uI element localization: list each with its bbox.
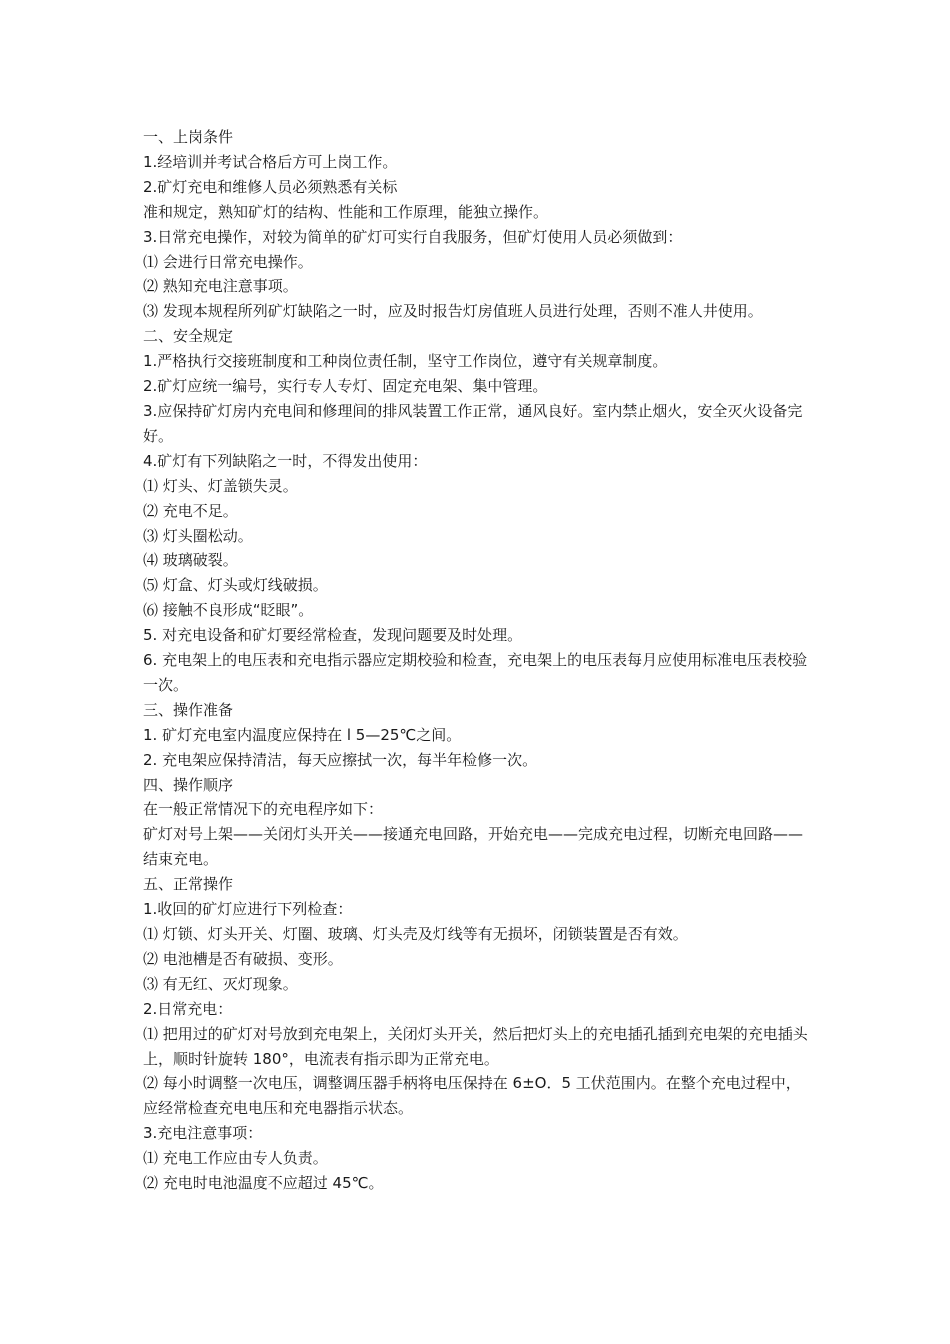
paragraph: 3.应保持矿灯房内充电间和修理间的排风装置工作正常，通风良好。室内禁止烟火，安全灭火设备完好。: [143, 401, 803, 445]
paragraph: 5. 对充电设备和矿灯要经常检查，发现问题要及时处理。: [143, 626, 523, 645]
section-heading: 三、操作准备: [143, 700, 234, 719]
paragraph: 3.日常充电操作，对较为简单的矿灯可实行自我服务，但矿灯使用人员必须做到：: [143, 227, 683, 246]
list-item: ⑶ 有无红、灭灯现象。: [143, 974, 298, 993]
paragraph: 3.充电注意事项：: [143, 1124, 263, 1143]
list-item: ⑵ 电池槽是否有破损、变形。: [143, 949, 343, 968]
paragraph: 1.严格执行交接班制度和工种岗位责任制，坚守工作岗位，遵守有关规章制度。: [143, 352, 668, 371]
paragraph: 2. 充电架应保持清洁，每天应擦拭一次，每半年检修一次。: [143, 750, 538, 769]
list-item: ⑴ 充电工作应由专人负责。: [143, 1149, 328, 1168]
list-item: ⑶ 灯头圈松动。: [143, 526, 253, 545]
paragraph: 1. 矿灯充电室内温度应保持在 l 5—25℃之间。: [143, 725, 462, 744]
paragraph: 6. 充电架上的电压表和充电指示器应定期校验和检查，充电架上的电压表每月应使用标准电压表校验一次。: [143, 651, 808, 694]
section-heading: 四、操作顺序: [143, 775, 234, 794]
paragraph: 矿灯对号上架——关闭灯头开关——接通充电回路，开始充电——完成充电过程，切断充电回路——结束充电。: [143, 825, 804, 869]
list-item: ⑷ 玻璃破裂。: [143, 551, 238, 570]
list-item: ⑴ 灯头、灯盖锁失灵。: [143, 476, 298, 495]
paragraph: 2.日常充电：: [143, 999, 233, 1018]
list-item: ⑴ 会进行日常充电操作。: [143, 252, 313, 271]
paragraph: 2.矿灯应统一编号，实行专人专灯、固定充电架、集中管理。: [143, 377, 548, 396]
paragraph: 4.矿灯有下列缺陷之一时，不得发出使用：: [143, 451, 428, 470]
document-body: [143, 125, 815, 1196]
list-item: ⑹ 接触不良形成“眨眼”。: [143, 601, 314, 620]
list-item: ⑵ 熟知充电注意事项。: [143, 277, 298, 296]
list-item: ⑵ 充电时电池温度不应超过 45℃。: [143, 1174, 384, 1193]
list-item: ⑴ 灯锁、灯头开关、灯圈、玻璃、灯头壳及灯线等有无损坏，闭锁装置是否有效。: [143, 925, 688, 943]
paragraph: 2.矿灯充电和维修人员必须熟悉有关标: [143, 177, 398, 196]
list-item: ⑵ 充电不足。: [143, 501, 238, 520]
list-item: ⑶ 发现本规程所列矿灯缺陷之一时，应及时报告灯房值班人员进行处理，否则不准人井使用。: [143, 302, 763, 321]
list-item: ⑵ 每小时调整一次电压，调整调压器手柄将电压保持在 6±O．5 工伏范围内。在整个充电过程中，应经常检查充电电压和充电器指示状态。: [143, 1074, 801, 1118]
list-item: ⑸ 灯盒、灯头或灯线破损。: [143, 576, 328, 595]
list-item: ⑴ 把用过的矿灯对号放到充电架上，关闭灯头开关，然后把灯头上的充电插孔插到充电架的充电插头上，顺时针旋转 180°，电流表有指示即为正常充电。: [143, 1024, 808, 1068]
paragraph: 1.经培训并考试合格后方可上岗工作。: [143, 152, 398, 171]
paragraph: 准和规定，熟知矿灯的结构、性能和工作原理，能独立操作。: [143, 202, 549, 221]
section-heading: 一、上岗条件: [143, 128, 234, 146]
section-heading: 二、安全规定: [143, 327, 234, 346]
paragraph: 在一般正常情况下的充电程序如下：: [143, 800, 384, 819]
paragraph: 1.收回的矿灯应进行下列检查：: [143, 900, 353, 919]
section-heading: 五、正常操作: [143, 875, 234, 894]
